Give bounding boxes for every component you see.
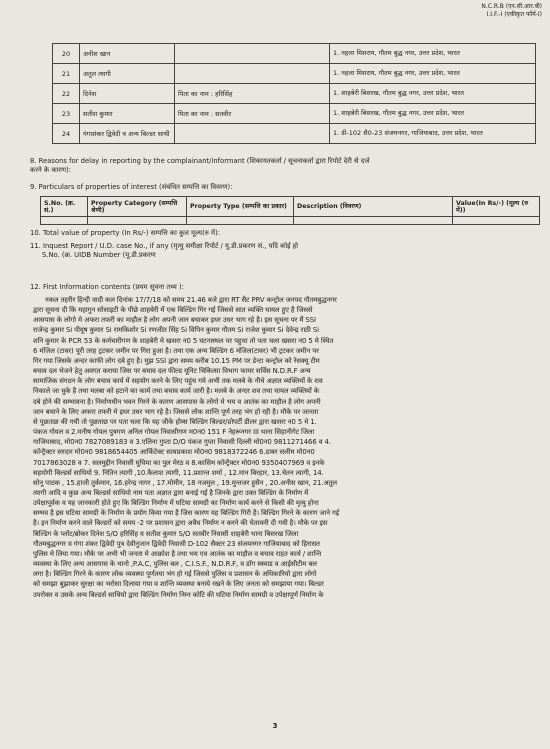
accused-address: 1. शाहबेरी बिसरख, गौतम बुद्ध नगर, उत्तर प्रदेश, भारत [330,104,536,124]
fir-text-line: पुलिस मे लिया गया। मौके पर अभी भी जनता मे आक्रोश है तथा भय एव आतंक का माहौल व बचाव राहत कार्य / शान्ति [33,549,322,558]
father-name [175,124,330,144]
fir-text-line: सोनू पाठक , 15.हाजी तुर्कमान, 16.हरेन्द्र नागर , 17.मोमीन, 18 नजमुल , 19.मुन्तजर हुसैन , 20.अनीस खान, 21.अतुल [33,478,337,487]
serial-number: 23 [53,104,80,124]
fir-contents-title: 12. First Information contents (प्रथम सूचना तथ्य ): [30,283,184,291]
fir-text-line: नकल तहरीर हिन्दी वादी कल दिनांक 17/7/18 को समय 21.46 बजे द्वारा RT सैट PRV कन्ट्रोल जनपद गौतमबुद्धनगर [45,296,337,304]
serial-number: 24 [53,124,80,144]
fir-text-line: कॉन्ट्रैक्टर सरदार मो0न0 9818654405 आर्किटेक्ट सत्यप्रकाश मो0न0 9818372246 6.डाबर सलीम मो0न0 [33,448,315,457]
fir-text-line: त्यागी आदि व कुछ अन्य बिल्डर्स साथियो नाम पता अज्ञात द्वारा बनाई गई है जिनके द्वारा उक्त बिल्डिंग के निर्माण में [33,488,309,497]
total-value-section: 10. Total value of property (In Rs/-) सम्पत्ति का कुल मूल्य(रु में): [30,229,221,237]
fir-text-line: सम्भव है इस घटिया सामग्री के निर्माण के प्रयोग किया गया है जिस कारण यह बिल्डिंग गिरी है। बिल्डिंग गिरने के कारण जाने गई [33,509,340,518]
table-row [41,217,540,225]
column-header-sno: S.No. (क्र. सं.) [41,197,88,217]
column-header-description: Description (विवरण) [294,197,453,217]
father-name: पिता का नाम : सतवीर [175,104,330,124]
properties-section-title: 9. Particulars of properties of interest (संबंधित सम्पत्ति का विवरण): [30,183,233,191]
father-name [175,44,330,64]
serial-number: 20 [53,44,80,64]
empty-cell [88,217,187,225]
fir-text-line: पंकज गोयल व 2.मनीष गोयल पुत्रगण अनिल गोयल निवासीगण म0न0 151 F नेहरूनगर III थाना सिहानीगेट जिला [33,428,315,437]
fir-text-line: द्वारा सूचना दी कि महागुन सोसाइटी के पीछे शाहबेरी में एक बिल्डिंग गिर गई जिससे सात व्यक्ति घायल हुए है जिससे [33,306,313,315]
fir-text-line: लगा है। बिल्डिंग गिरने के कारण लोक व्यवस्था पूर्णतया भंग हो गई जिससे पुलिस व प्रशासन के अधिकारियो द्वारा लोगो [33,570,317,579]
properties-table [40,196,540,225]
accused-name: सतीश कुमार [80,104,175,124]
column-header-value: Value(In Rs/-) (मूल्य (रु में)) [453,197,540,217]
accused-name: दिनेश [80,84,175,104]
accused-name: अतुल त्यागी [80,64,175,84]
form-code: N.C.R.B (एन.सी.आर.बी) [481,3,542,10]
accused-address: 1. नहला मिसराय, गौतम बुद्ध नगर, उत्तर प्रदेश, भारत [330,64,536,84]
inquest-section [30,242,298,260]
fir-text-line: गौतमबुद्धनगर व गंगा शंकर द्विवेदी पुत्र देवीनुजान द्विवेदी निवासी D-102 सैक्टर 23 संजयनगर गाजियाबाद को हिरासत [33,539,320,548]
serial-number: 22 [53,84,80,104]
empty-cell [294,217,453,225]
page-number: 3 [272,722,278,730]
fir-text-line: जान बचाने के लिए अफरा तफरी मे इधर उधर भाग रहे है। जिससे लोक शान्ति पूर्ण तरह भंग हो रही है। मौके पर जानता [33,407,319,416]
table-row [53,84,536,104]
table-row [53,64,536,84]
fir-text-line: 6 मंजिल (टावर) पूरी तरह ट्रटकर जमीन पर गिरा हुआ है। तथा एक अन्य बिल्डिंग 6 मंजिल(टावर) भी ट्रटकर जमीन पर [33,346,319,355]
fir-text-line: सामाजिक संगठन के लोग बचाव कार्य में सहयोग करने के लिए पहुंच गये अभी तक मलबे के नीचे अज्ञात व्यक्तियों के शव [33,377,323,386]
table-header-row [41,197,540,217]
fir-text-line: गाजियाबाद, मो0न0 7827089183 व 3.एलिना गुप्ता D/O पंकज गुप्ता निवासी दिल्ली मो0न0 9811271466 व 4. [33,438,331,447]
fir-text-line: 7017863028 व 7. सलमुद्दीन निवासी घुघिया का पुल मेरठ व 8.कासिम कॉन्ट्रैक्टर मो0न0 9350407969 व इनके [33,458,325,467]
delay-reason-section [30,157,369,175]
fir-text-line: आसपास के लोगो मे अफरा तफरी का माहौल है लोग अपनी जान बचाकर इधर उधर भाग रहे है। इस सूचना पर मैं SSI [33,316,316,325]
fir-text-line: शनि कुमार के PCR 53 के कर्मचारीगण के शाहबेरी मे खसरा न0 5 घटनास्थल पर पहुचा तो पता चला खसरा न0 5 मे स्थित [33,336,334,345]
fir-text-line: को समझा बुझाकर सुरक्षा का भरोसा दिलाया गया व शान्ति व्यवस्था बनाये रखने के लिए जनता को समझाया गया। बिल्डर [33,580,324,589]
fir-text-line: व्यवस्था के लिए अन्य आसपास के थानो ,P.A.C, पुलिस बल , C.I.S.F., N.D.R.F, व डॉग स्क्वाड व आईसीटीम बल [33,560,317,569]
accused-address: 1. डी-102 सै0-23 संजयनगर, गाजियाबाद, उत्तर प्रदेश, भारत [330,124,536,144]
fir-text-line: राजेन्द्र कुमार Si पीयूष कुमार Si रामकिशोर Si रणजीत सिंह Si विपिन कुमार गौतम Si राजेश कुमार Si देवेन्द्र राठी Si [33,326,319,335]
accused-name: अनीश खान [80,44,175,64]
serial-number: 21 [53,64,80,84]
column-header-type: Property Type (सम्पत्ति का प्रकार) [187,197,294,217]
fir-text-line: सहयोगी बिल्डर्स साथियो 9. नितिन त्यागी ,10.कैलाश त्यागी, 11.प्रशान्त शर्मा , 12.मान बिरहार, 13.चेतन त्यागी, 14. [33,468,324,477]
table-row [53,44,536,64]
fir-text-line: बिल्डिंग के प्लॉट/ब्रोकर दिनेश S/O हरिसिंह व सतीश कुमार S/O सतवीर निवासी शाहबेरी थाना बिसरख जिला [33,529,299,538]
form-subcode: I.I.F.-I (एकीकृत फॉर्म-I) [486,11,542,18]
section-heading: 11. Inquest Report / U.D. case No., if any (मृत्यु समीक्षा रिपोर्ट / यू.डी.प्रकरण सं., यदि कोई हो [30,242,298,250]
accused-name: गंगाशंकर द्विवेदी व अन्य बिल्डर साथी [80,124,175,144]
empty-cell [187,217,294,225]
fir-text-line: निकाले जा चुके है तथा मलबा को हटाने का कार्य तथा बचाव कार्य जारी है। मलबे के अन्दर शव तथा घायल व्यक्तियों के [33,387,320,396]
father-name [175,64,330,84]
fir-text-line: बचाव दल भेजने हेतु अवगत कराया जिस पर बचाव दल फील्ड यूनिट चिकित्सा विभाग फायर सर्विस N.D.R.F अन्य [33,367,311,376]
empty-cell [41,217,88,225]
accused-table [52,43,536,144]
column-header-category: Property Category (सम्पत्ति श्रेणी) [88,197,187,217]
section-heading-cont: करने के कारण): [30,166,71,174]
fir-text-line: उपेक्षापूर्वक व यह जानकारी होते हुए कि बिल्डिंग निर्माण में घटिया सामग्री का निर्माण कार्य करने से किसी की मृत्यु होना [33,499,319,508]
father-name: पिता का नाम : हरिसिंह [175,84,330,104]
inquest-columns: S.No. (क्र. UIDB Number (यू.डी.प्रकरण [42,251,156,259]
form-header [481,3,542,19]
section-heading: 8. Reasons for delay in reporting by the complainant/informant (शिकायतकर्ता / सूचनाकर्ता द्वारा रिपोर्ट देरी से दर्ज [30,157,370,165]
table-row [53,104,536,124]
fir-contents-body [33,295,539,600]
table-row [53,124,536,144]
fir-text-line: दबे होने की सम्भावना है। निर्माणधीन भवन गिरने के कारण आसपास के लोगो मे भय व आतंक का माहौल है लोग अपनी [33,397,321,406]
fir-text-line: उपरोक्त व उसके अन्य बिल्डर्स साथियो द्वारा बिल्डिंग निर्माण निम्न कोटि की घटिया निर्माण सामग्री व उपेक्षापूर्ण निर्माण के [33,590,324,599]
fir-text-line: है। इन निर्माण करने वाले बिल्डरों को समय -2 पर प्रशासन द्वारा अवैध निर्माण न करने की चेतावनी दी गयी है। मौके पर इस [33,519,328,528]
accused-address: 1. शाहबेरी बिसरख, गौतम बुद्ध नगर, उत्तर प्रदेश, भारत [330,84,536,104]
fir-text-line: से पूछताछ की गयी तो पूछताछ पर पता चला कि यह जीके होम्स बिल्डिंग बिल्डर/प्रोपर्टी डीलर द्वारा खसरा न0 5 मे 1. [33,417,317,426]
fir-text-line: गिर गया जिसके अन्दर काफी लोग दबे हुए है। मुझ SSI द्वारा समय करीब 10.15 PM पर डेन्टा कन्ट्रोल को रेसक्यू टीम [33,356,320,365]
empty-cell [453,217,540,225]
accused-address: 1. नहला मिसराय, गौतम बुद्ध नगर, उत्तर प्रदेश, भारत [330,44,536,64]
